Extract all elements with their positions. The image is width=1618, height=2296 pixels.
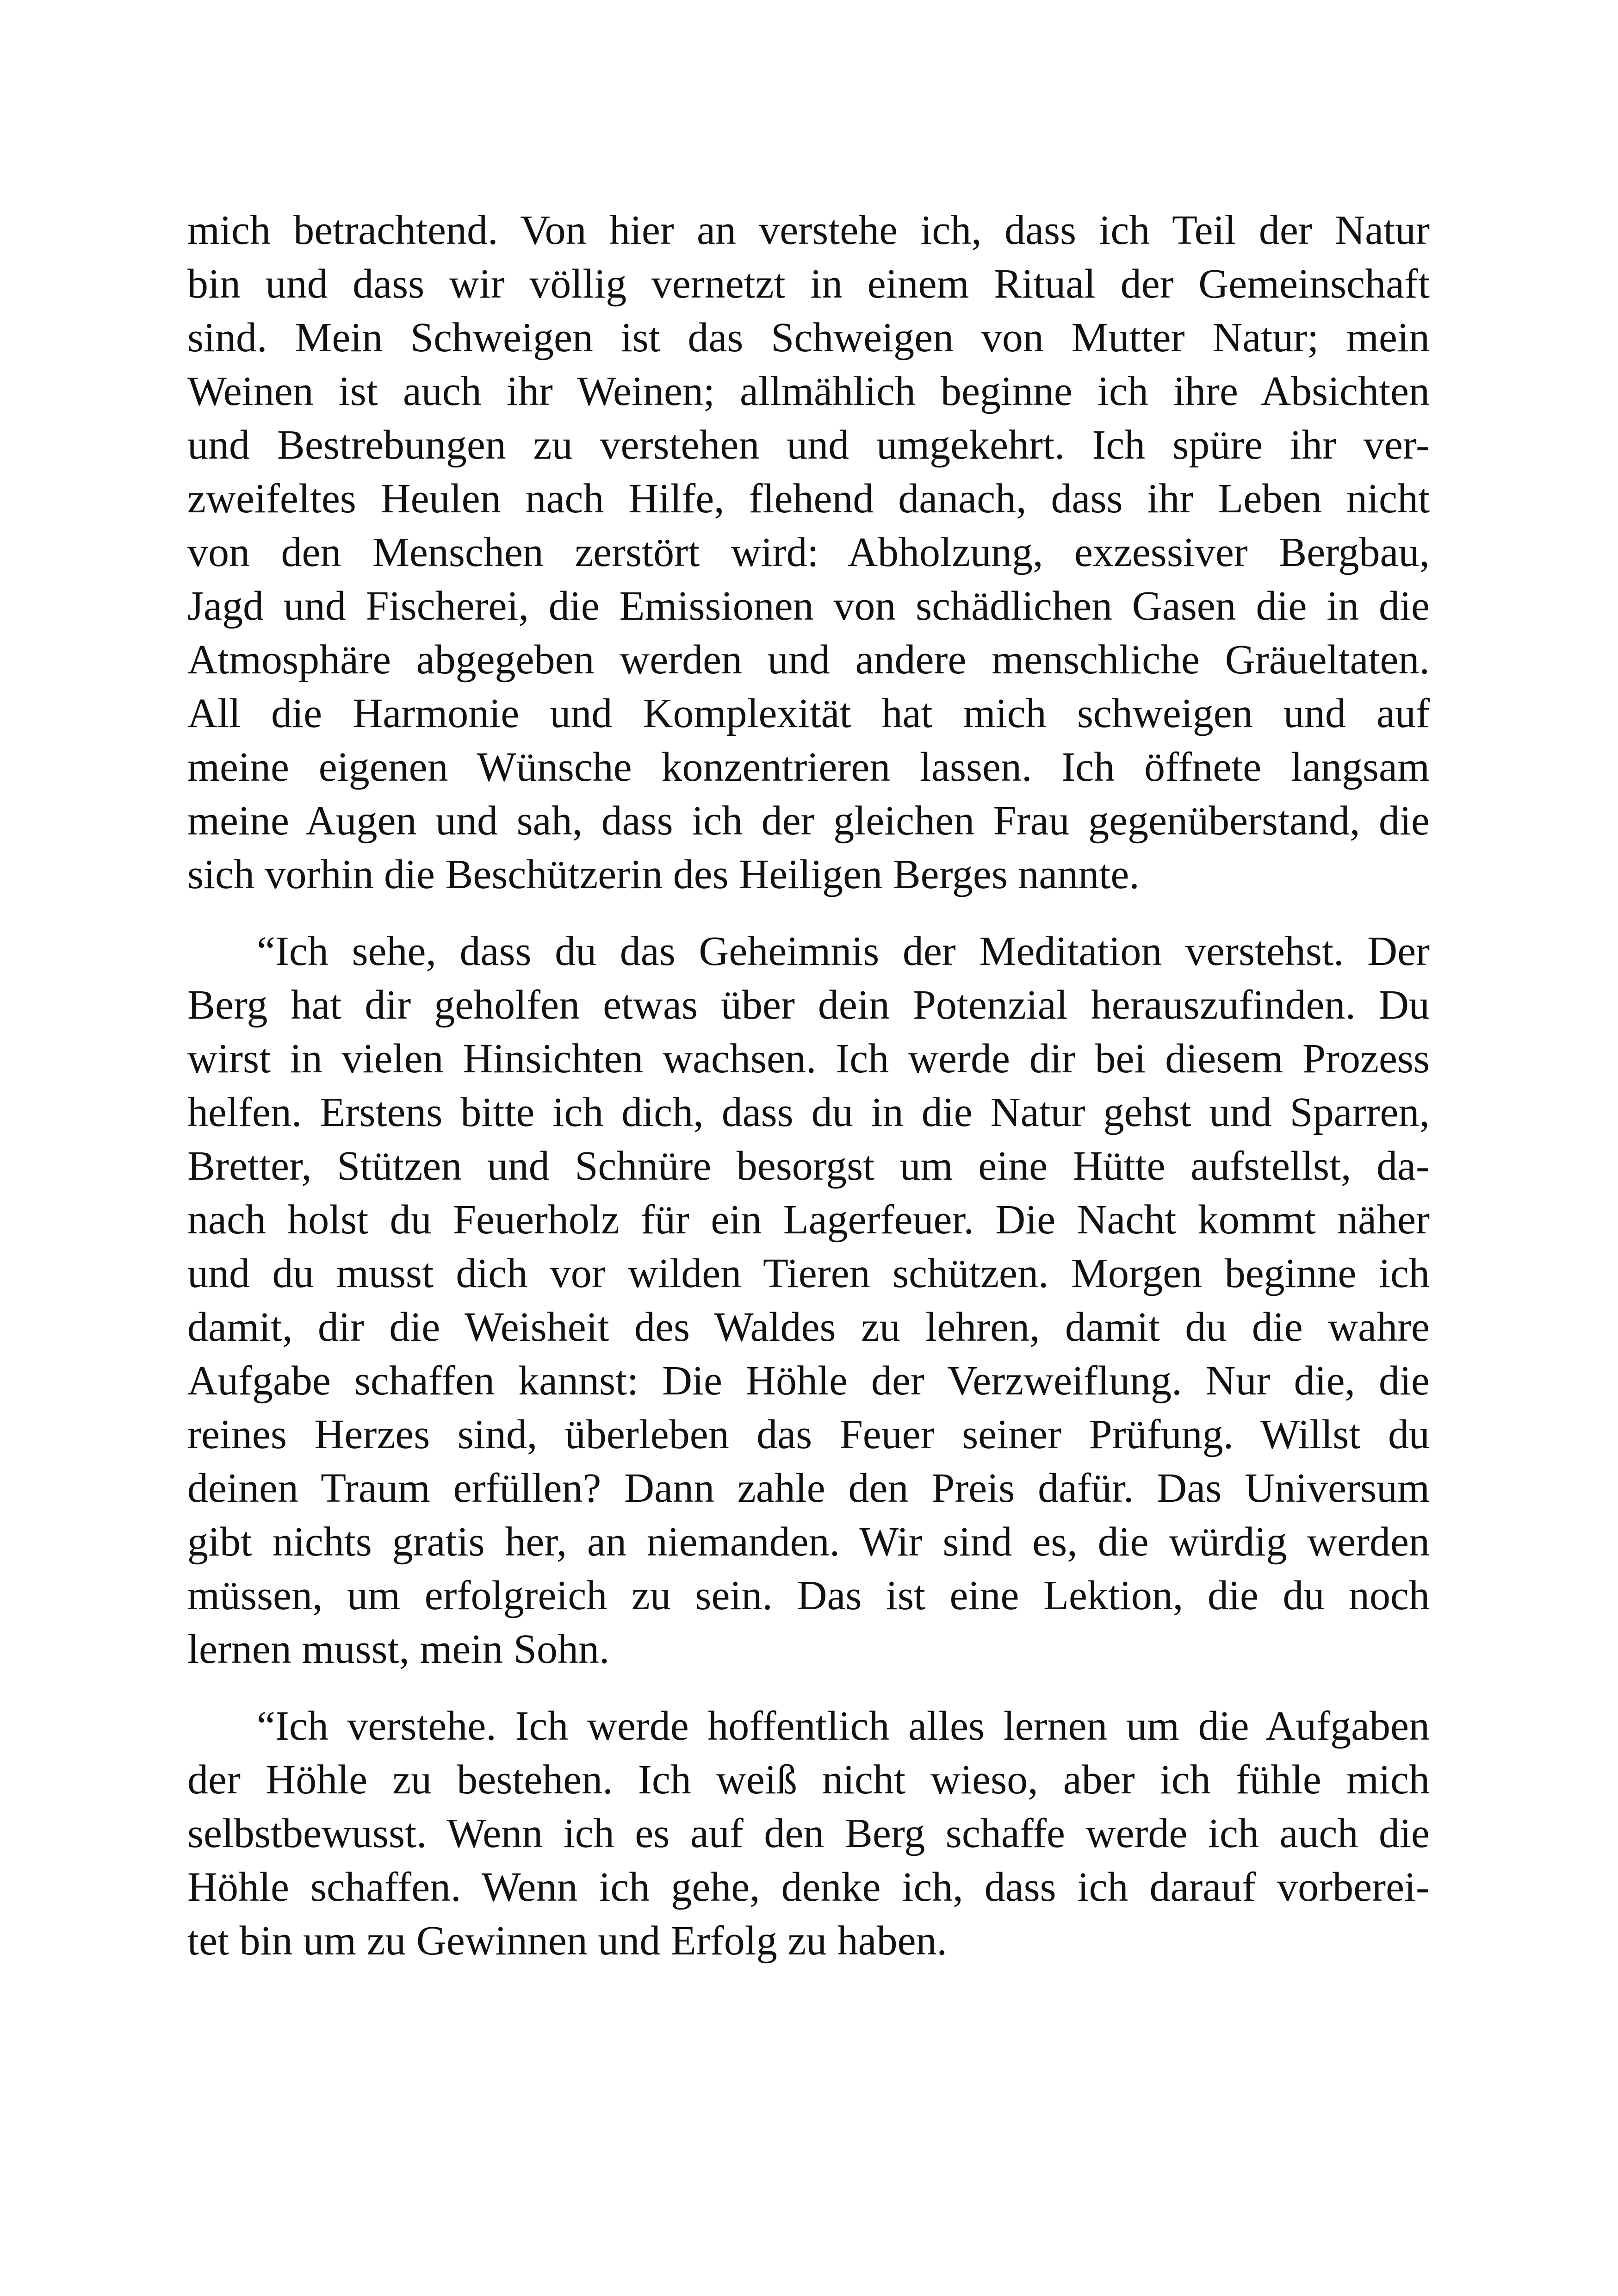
text-line: Bretter, Stützen und Schnüre besorgst um eine Hütte aufstellst, da- [187, 1143, 1430, 1189]
text-line: Weinen ist auch ihr Weinen; allmählich beginne ich ihre Absichten [187, 368, 1430, 414]
text-line: bin und dass wir völlig vernetzt in einem Ritual der Gemeinschaft [187, 261, 1430, 307]
text-line: gibt nichts gratis her, an niemanden. Wir sind es, die würdig werden [187, 1519, 1430, 1565]
text-line: damit, dir die Weisheit des Waldes zu lehren, damit du die wahre [187, 1304, 1430, 1350]
text-line: müssen, um erfolgreich zu sein. Das ist eine Lektion, die du noch [187, 1573, 1430, 1618]
text-line: reines Herzes sind, überleben das Feuer seiner Prüfung. Willst du [187, 1412, 1430, 1457]
text-line: und Bestrebungen zu verstehen und umgekehrt. Ich spüre ihr ver- [187, 422, 1430, 468]
text-line: All die Harmonie und Komplexität hat mich schweigen und auf [187, 691, 1430, 736]
text-line: sind. Mein Schweigen ist das Schweigen von Mutter Natur; mein [187, 315, 1430, 361]
text-line: nach holst du Feuerholz für ein Lagerfeuer. Die Nacht kommt näher [187, 1197, 1430, 1243]
paragraph [187, 925, 1430, 1676]
text-line: Aufgabe schaffen kannst: Die Höhle der Verzweiflung. Nur die, die [187, 1358, 1430, 1404]
text-line: wirst in vielen Hinsichten wachsen. Ich werde dir bei diesem Prozess [187, 1036, 1430, 1082]
text-line: meine Augen und sah, dass ich der gleichen Frau gegenüberstand, die [187, 798, 1430, 844]
text-line: mich betrachtend. Von hier an verstehe ich, dass ich Teil der Natur [187, 207, 1430, 253]
paragraph [187, 204, 1430, 902]
text-line: sich vorhin die Beschützerin des Heiligen Berges nannte. [187, 852, 1140, 897]
body-text [187, 204, 1430, 1968]
text-line: Berg hat dir geholfen etwas über dein Potenzial herauszufinden. Du [187, 982, 1430, 1028]
text-line: selbstbewusst. Wenn ich es auf den Berg schaffe werde ich auch die [187, 1811, 1430, 1856]
text-line: deinen Traum erfüllen? Dann zahle den Preis dafür. Das Universum [187, 1465, 1430, 1511]
text-line: “Ich sehe, dass du das Geheimnis der Meditation verstehst. Der [257, 928, 1430, 974]
text-line: zweifeltes Heulen nach Hilfe, flehend danach, dass ihr Leben nicht [187, 476, 1430, 522]
text-line: helfen. Erstens bitte ich dich, dass du in die Natur gehst und Sparren, [187, 1089, 1430, 1135]
text-line: lernen musst, mein Sohn. [187, 1626, 610, 1672]
text-line: Atmosphäre abgegeben werden und andere menschliche Gräueltaten. [187, 637, 1430, 683]
text-line: tet bin um zu Gewinnen und Erfolg zu haben. [187, 1918, 948, 1964]
text-line: Jagd und Fischerei, die Emissionen von schädlichen Gasen die in die [187, 583, 1430, 629]
text-line: meine eigenen Wünsche konzentrieren lassen. Ich öffnete langsam [187, 744, 1430, 790]
text-line: von den Menschen zerstört wird: Abholzung, exzessiver Bergbau, [187, 529, 1430, 575]
paragraph [187, 1699, 1430, 1968]
text-line: Höhle schaffen. Wenn ich gehe, denke ich, dass ich darauf vorberei- [187, 1864, 1430, 1910]
text-line: “Ich verstehe. Ich werde hoffentlich alles lernen um die Aufgaben [257, 1703, 1430, 1749]
text-line: und du musst dich vor wilden Tieren schützen. Morgen beginne ich [187, 1251, 1430, 1296]
text-line: der Höhle zu bestehen. Ich weiß nicht wieso, aber ich fühle mich [187, 1757, 1430, 1803]
